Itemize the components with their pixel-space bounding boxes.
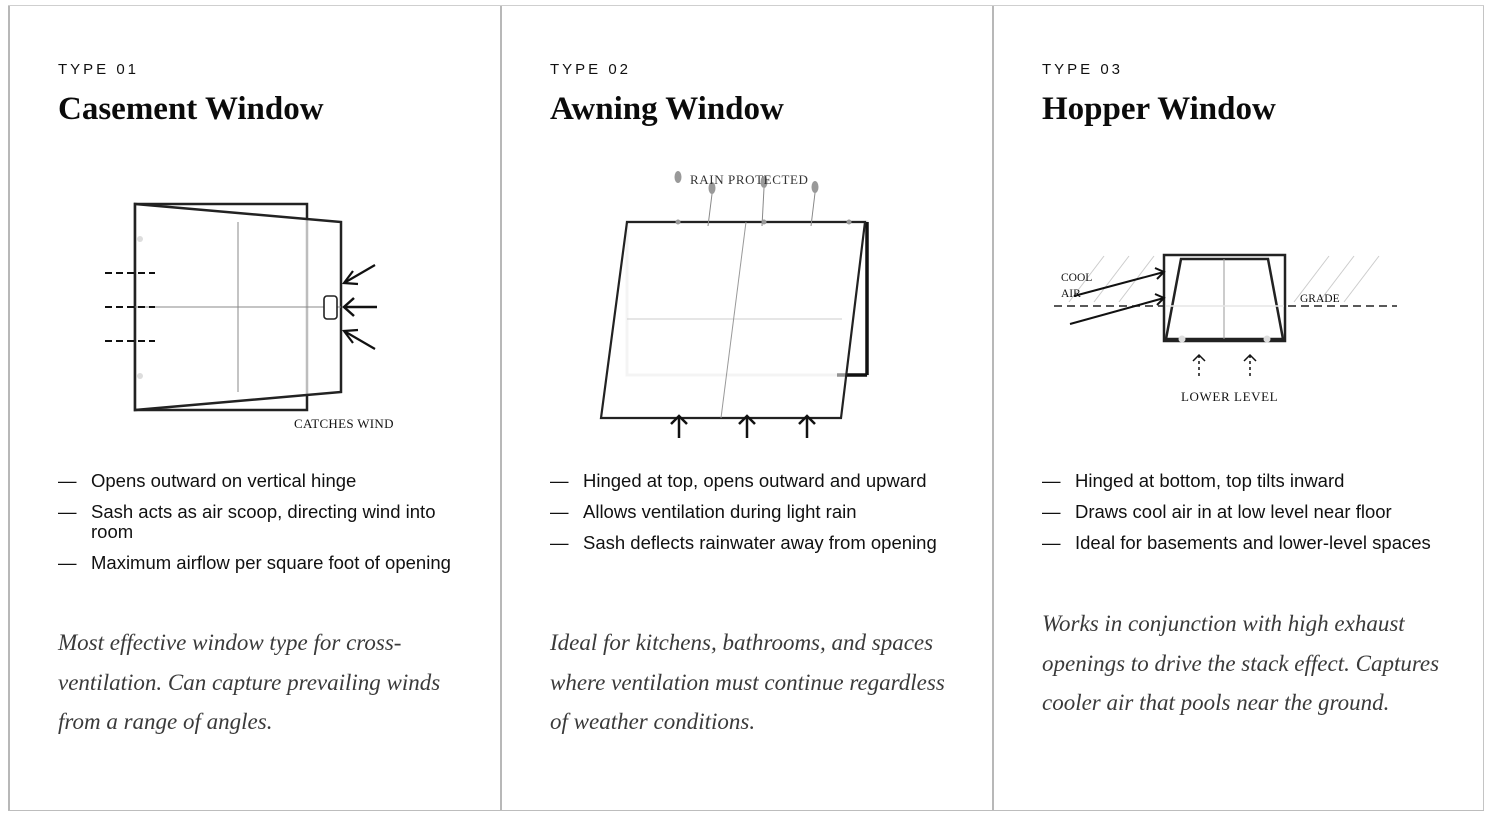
feature-item: — Ideal for basements and lower-level spaces	[1042, 532, 1431, 553]
panel-casement	[8, 6, 500, 810]
panel-awning	[500, 6, 992, 810]
feature-item: — Allows ventilation during light rain	[550, 501, 857, 522]
lower-level-arrow	[1244, 355, 1256, 376]
cool-label: COOL	[1061, 272, 1093, 284]
dash-glyph: —	[1042, 532, 1061, 553]
feature-item: — Sash acts as air scoop, directing wind into room	[58, 501, 436, 542]
catches-wind-label: CATCHES WIND	[294, 416, 394, 431]
handle	[324, 296, 337, 319]
panel-description: Works in conjunction with high exhaust openings to drive the stack effect. Captures cooler air that pools near the ground.	[1042, 611, 1440, 715]
awning-window-diagram	[502, 156, 994, 446]
hinge-dot	[137, 236, 143, 242]
feature-item: — Sash deflects rainwater away from opening	[550, 532, 937, 553]
window-types-grid	[8, 5, 1484, 811]
dash-glyph: —	[58, 552, 77, 573]
feature-item: — Draws cool air in at low level near floor	[1042, 501, 1392, 522]
dash-glyph: —	[1042, 501, 1061, 522]
feature-list	[1042, 471, 1442, 564]
type-label: TYPE 02	[550, 61, 632, 78]
grade-label: GRADE	[1300, 293, 1340, 305]
feature-item: — Opens outward on vertical hinge	[58, 470, 357, 491]
lower-level-label: LOWER LEVEL	[1181, 389, 1279, 404]
rain-protected-label: RAIN PROTECTED	[690, 172, 809, 187]
cool-air-arrow	[1070, 294, 1164, 324]
wind-arrow-middle	[344, 298, 377, 316]
dash-glyph: —	[550, 470, 569, 491]
panel-title: Casement Window	[58, 91, 324, 127]
airflow-arrow-up	[739, 416, 755, 438]
type-label: TYPE 03	[1042, 61, 1124, 78]
hinge-dot	[1179, 336, 1186, 343]
hinge-dot	[1264, 336, 1271, 343]
dash-glyph: —	[550, 532, 569, 553]
panel-title: Awning Window	[550, 91, 784, 127]
dash-glyph: —	[58, 470, 77, 491]
air-label: AIR	[1061, 288, 1081, 300]
feature-list	[58, 471, 458, 584]
panel-hopper	[992, 6, 1484, 810]
rain-streaks	[708, 188, 815, 226]
feature-item: — Maximum airflow per square foot of opening	[58, 552, 451, 573]
lower-level-arrow	[1193, 355, 1205, 376]
feature-item: — Hinged at bottom, top tilts inward	[1042, 470, 1345, 491]
type-label: TYPE 01	[58, 61, 140, 78]
panel-title: Hopper Window	[1042, 91, 1276, 127]
airflow-arrow-up	[671, 416, 687, 438]
hinge-dot	[137, 373, 143, 379]
dash-glyph: —	[1042, 470, 1061, 491]
dash-glyph: —	[58, 501, 77, 522]
panel-description: Most effective window type for cross-ventilation. Can capture prevailing winds from a range of angles.	[58, 630, 441, 734]
wind-arrow-bottom	[344, 330, 375, 349]
feature-list	[550, 471, 950, 564]
airflow-arrow-up	[799, 416, 815, 438]
casement-window-diagram	[10, 156, 502, 446]
wind-arrow-top	[344, 265, 375, 284]
hopper-window-diagram	[994, 156, 1486, 446]
panel-description: Ideal for kitchens, bathrooms, and spaces where ventilation must continue regardless of weather conditions.	[550, 630, 945, 734]
dash-glyph: —	[550, 501, 569, 522]
feature-item: — Hinged at top, opens outward and upward	[550, 470, 927, 491]
